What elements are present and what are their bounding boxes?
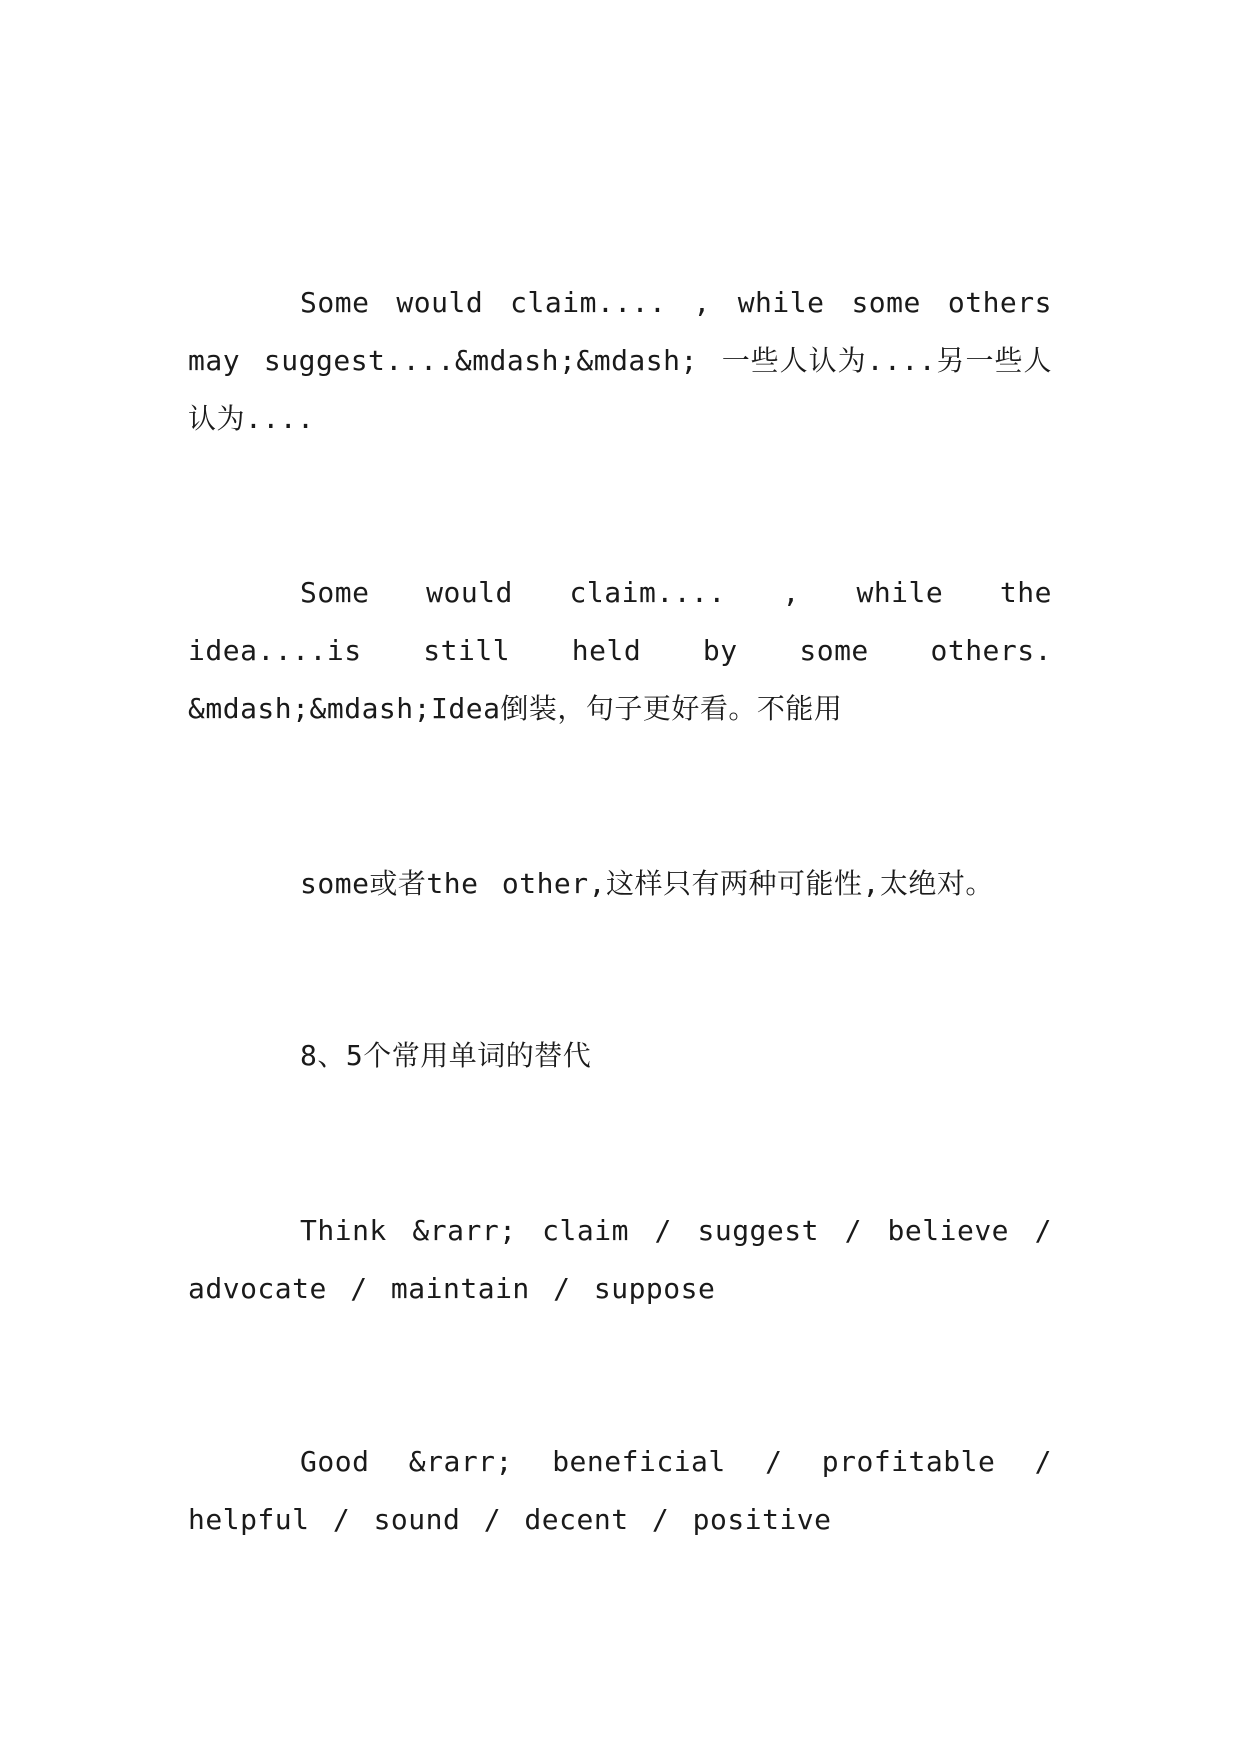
paragraph-some-would-claim-others-suggest: Some would claim.... , while some others may suggest....&mdash;&mdash; 一些人认为....另一些人认为....: [188, 286, 1052, 435]
section-heading-word-substitutes: 8、5个常用单词的替代: [300, 1039, 592, 1072]
paragraph-think-substitutes: Think &rarr; claim / suggest / believe / advocate / maintain / suppose: [188, 1214, 1052, 1305]
paragraph-good-substitutes: Good &rarr; beneficial / profitable / helpful / sound / decent / positive: [188, 1445, 1052, 1536]
paragraph-idea-inversion: Some would claim.... , while the idea....is still held by some others. &mdash;&mdash;Idea倒装，句子更好看。不能用: [188, 576, 1052, 725]
paragraph-some-or-the-other: some或者the other,这样只有两种可能性,太绝对。: [300, 867, 994, 900]
